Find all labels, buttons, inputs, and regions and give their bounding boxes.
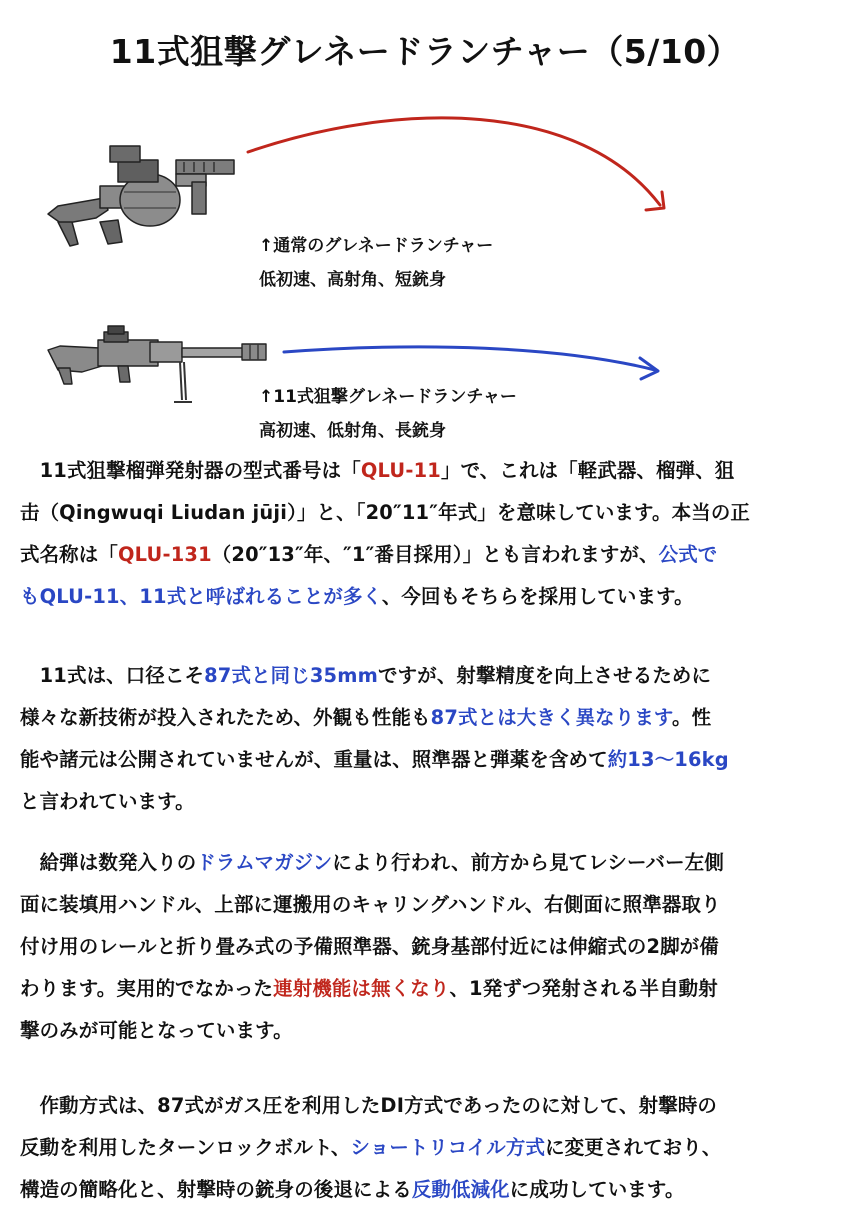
text-line [20,884,835,926]
highlight-blue: ショートリコイル方式 [350,1136,546,1159]
text-line [20,534,835,576]
text-line [20,1010,835,1052]
text-line [20,697,835,739]
highlight-red: 連射機能は無くなり [273,977,450,1000]
body-paragraph [20,450,835,618]
text-segment: ですが、射撃精度を向上させるために [378,664,712,687]
text-line [20,576,835,618]
text-segment: 給弾は数発入りの [20,851,197,874]
caption-sniper-launcher-desc: 高初速、低射角、長銃身 [259,421,446,441]
page-title: 11式狙撃グレネードランチャー（5/10） [109,32,741,71]
text-line [20,492,835,534]
text-segment: に変更されており、 [545,1136,722,1159]
text-segment: わります。実用的でなかった [20,977,274,1000]
text-segment: 付け用のレールと折り畳み式の予備照準器、銃身基部付近には伸縮式の2脚が備 [20,935,719,958]
highlight-blue: ドラムマガジン [196,851,333,874]
caption-standard-launcher-desc: 低初速、高射角、短銃身 [259,270,446,290]
text-line [20,1127,835,1169]
highlight-blue: 反動低減化 [411,1178,510,1201]
text-segment: 構造の簡略化と、射撃時の銃身の後退による [20,1178,412,1201]
highlight-blue: 公式で [658,543,718,566]
body-paragraph [20,1085,835,1211]
body-paragraph [20,655,835,823]
text-segment: 反動を利用したターンロックボルト、 [20,1136,351,1159]
text-segment: に成功しています。 [509,1178,685,1201]
text-segment: 、1発ずつ発射される半自動射 [449,977,718,1000]
text-line [20,739,835,781]
text-segment: 様々な新技術が投入されたため、外観も性能も [20,706,431,729]
text-line [20,450,835,492]
text-segment: 式名称は「 [20,543,118,566]
text-line [20,842,835,884]
text-segment: 击（Qingwuqi Liudan jūji）」と、「20″11″年式」を意味しています。本当の正 [20,501,751,524]
text-line [20,1085,835,1127]
text-segment: 能や諸元は公開されていませんが、重量は、照準器と弾薬を含めて [20,748,608,771]
caption-sniper-launcher-name: ↑11式狙撃グレネードランチャー [259,387,517,407]
highlight-blue: 87式とは大きく異なります [430,706,672,729]
body-paragraph [20,842,835,1052]
text-segment: （20″13″年、″1″番目採用）」とも言われますが、 [211,543,659,566]
sniper-grenade-launcher-illustration [48,326,266,402]
highlight-blue: もQLU-11、11式と呼ばれることが多く [20,585,382,608]
text-segment: 。性 [671,706,712,729]
text-segment: 11式狙撃榴弾発射器の型式番号は「 [20,459,361,482]
text-segment: により行われ、前方から見てレシーバー左側 [332,851,724,874]
text-segment: 」で、これは「軽武器、榴弾、狙 [440,459,735,482]
highlight-red: QLU-11 [360,459,441,482]
high-arc-trajectory [248,118,660,205]
text-line [20,655,835,697]
text-segment: 作動方式は、87式がガス圧を利用したDI方式であったのに対して、射撃時の [20,1094,718,1117]
caption-standard-launcher [259,229,493,297]
text-segment: 撃のみが可能となっています。 [20,1019,293,1042]
standard-grenade-launcher-illustration [48,146,234,246]
text-segment: 、今回もそちらを採用しています。 [381,585,694,608]
text-line [20,1169,835,1211]
highlight-blue: 87式と同じ35mm [204,664,379,687]
text-line [20,968,835,1010]
highlight-red: QLU-131 [117,543,212,566]
caption-sniper-launcher [259,380,517,448]
text-segment: 11式は、口径こそ [20,664,205,687]
text-segment: と言われています。 [20,790,195,813]
text-segment: 面に装填用ハンドル、上部に運搬用のキャリングハンドル、右側面に照準器取り [20,893,721,916]
highlight-blue: 約13〜16kg [607,748,729,771]
text-line [20,926,835,968]
caption-standard-launcher-name: ↑通常のグレネードランチャー [259,236,494,256]
flat-trajectory [284,347,655,370]
text-line [20,781,835,823]
